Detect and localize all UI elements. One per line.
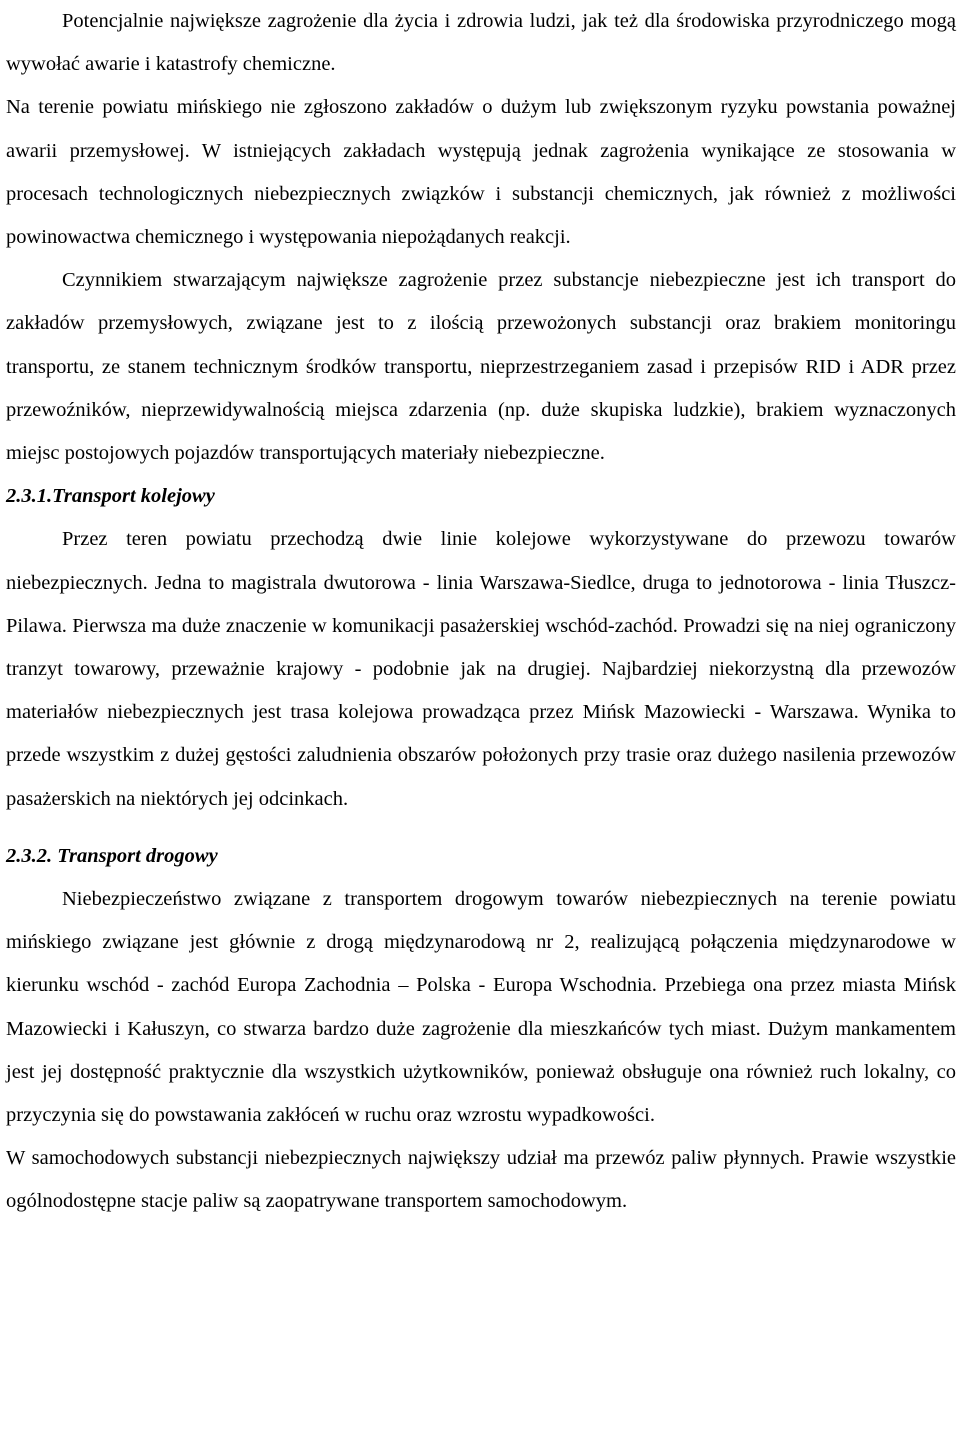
paragraph-plants: Na terenie powiatu mińskiego nie zgłoszono zakładów o dużym lub zwiększonym ryzyku powstania poważnej awarii przemysłowej. W istniejących zakładach występują jednak zagrożenia wynikające ze stosowania w procesach technologicznych niebezpiecznych związków i substancji chemicznych, jak również z możliwości powinowactwa chemicznego i występowania niepożądanych reakcji. <box>6 96 956 249</box>
paragraph-road: Niebezpieczeństwo związane z transportem drogowym towarów niebezpiecznych na terenie powiatu mińskiego związane jest głównie z drogą międzynarodową nr 2, realizującą połączenia międzynarodowe w kierunku wschód - zachód Europa Zachodnia – Polska - Europa Wschodnia. Przebiega ona przez miasta Mińsk Mazowiecki i Kałuszyn, co stwarza bardzo duże zagrożenie dla mieszkańców tych miast. Dużym mankamentem jest jej dostępność praktycznie dla wszystkich użytkowników, ponieważ obsługuje ona również ruch lokalny, co przyczynia się do powstawania zakłóceń w ruchu oraz wzrostu wypadkowości. <box>6 888 956 1127</box>
section-title-rail: Transport kolejowy <box>52 485 215 508</box>
section-number-rail: 2.3.1. <box>6 485 53 508</box>
paragraph-fuel: W samochodowych substancji niebezpiecznych największy udział ma przewóz paliw płynnych. Prawie wszystkie ogólnodostępne stacje paliw są zaopatrywane transportem samochodowym. <box>6 1147 956 1213</box>
document-page <box>6 0 956 1224</box>
section-heading-rail <box>6 475 956 518</box>
section-number-road: 2.3.2. <box>6 844 53 867</box>
section-title-road: Transport drogowy <box>57 844 218 867</box>
paragraph-intro: Potencjalnie największe zagrożenie dla życia i zdrowia ludzi, jak też dla środowiska przyrodniczego mogą wywołać awarie i katastrofy chemiczne. <box>6 10 956 76</box>
paragraph-rail: Przez teren powiatu przechodzą dwie linie kolejowe wykorzystywane do przewozu towarów niebezpiecznych. Jedna to magistrala dwutorowa - linia Warszawa-Siedlce, druga to jednotorowa - linia Tłuszcz-Pilawa. Pierwsza ma duże znaczenie w komunikacji pasażerskiej wschód-zachód. Prowadzi się na niej ograniczony tranzyt towarowy, przeważnie krajowy - podobnie jak na drugiej. Najbardziej niekorzystną dla przewozów materiałów niebezpiecznych jest trasa kolejowa prowadząca przez Mińsk Mazowiecki - Warszawa. Wynika to przede wszystkim z dużej gęstości zaludnienia obszarów położonych przy trasie oraz dużego nasilenia przewozów pasażerskich na niektórych jej odcinkach. <box>6 528 956 810</box>
section-heading-road <box>6 835 956 878</box>
paragraph-transport-hazard: Czynnikiem stwarzającym największe zagrożenie przez substancje niebezpieczne jest ich transport do zakładów przemysłowych, związane jest to z ilością przewożonych substancji oraz brakiem monitoringu transportu, ze stanem technicznym środków transportu, nieprzestrzeganiem zasad i przepisów RID i ADR przez przewoźników, nieprzewidywalnością miejsca zdarzenia (np. duże skupiska ludzkie), brakiem wyznaczonych miejsc postojowych pojazdów transportujących materiały niebezpieczne. <box>6 269 956 465</box>
